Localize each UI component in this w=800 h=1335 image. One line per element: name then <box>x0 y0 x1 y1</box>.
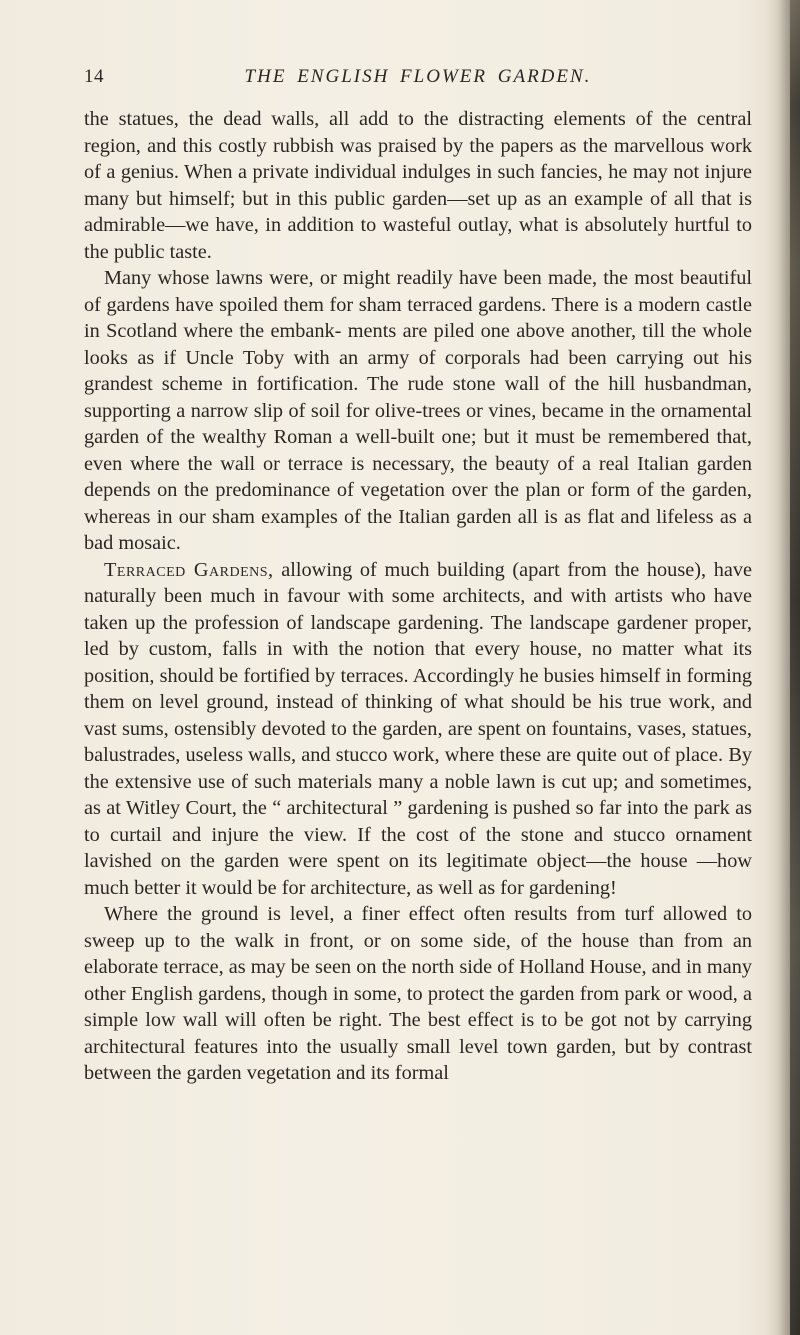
page-header <box>84 66 752 90</box>
body-text <box>84 106 752 1087</box>
paragraph-3 <box>84 557 752 902</box>
paragraph-1 <box>84 106 752 265</box>
page-number: 14 <box>84 66 104 87</box>
paragraph-4-text: Where the ground is level, a finer effect often results from turf allowed to sweep up to the walk in front, or on some side, of the house than from an elaborate terrace, as may be seen on the north side of Holland House, and in many other English gardens, though in some, to protect the garden from park or wood, a simple low wall will often be right. The best effect is to be got not by carrying architectural features into the usually small level town garden, but by contrast between the garden vegetation and its formal <box>84 903 752 1084</box>
paragraph-1-text: the statues, the dead walls, all add to the distracting elements of the central region, and this costly rubbish was praised by the papers as the marvellous work of a genius. When a private individual indulges in such fancies, he may not injure many but himself; but in this public garden—set up as an example of all that is admirable—we have, in addition to wasteful outlay, what is absolutely hurtful to the public taste. <box>84 108 752 263</box>
paragraph-3-lead: Terraced Gardens, <box>104 558 274 581</box>
paragraph-2 <box>84 265 752 557</box>
paragraph-4 <box>84 901 752 1087</box>
paragraph-2-text: Many whose lawns were, or might readily have been made, the most beautiful of gardens have spoiled them for sham terraced gardens. There is a modern castle in Scotland where the embank- ments are piled one above another, till the whole looks as if Uncle Toby with an army of corporals had been carrying out his grandest scheme in fortification. The rude stone wall of the hill husbandman, supporting a narrow slip of soil for olive-trees or vines, became in the ornamental garden of the wealthy Roman a well-built one; but it must be remembered that, even where the wall or terrace is necessary, the beauty of a real Italian garden depends on the predominance of vegetation over the plan or form of the garden, whereas in our sham examples of the Italian garden all is as flat and lifeless as a bad mosaic. <box>84 267 752 554</box>
running-title: THE ENGLISH FLOWER GARDEN. <box>244 66 592 87</box>
paragraph-3-text: allowing of much building (apart from the house), have naturally been much in favour with some architects, and with artists who have taken up the profession of landscape gardening. The landscape gardener proper, led by custom, falls in with the notion that every house, no matter what its position, should be fortified by terraces. Accordingly he busies himself in forming them on level ground, instead of thinking of what should be his true work, and vast sums, ostensibly devoted to the garden, are spent on fountains, vases, statues, balustrades, useless walls, and stucco work, where these are quite out of place. By the extensive use of such materials many a noble lawn is cut up; and sometimes, as at Witley Court, the “ architectural ” gardening is pushed so far into the park as to curtail and injure the view. If the cost of the stone and stucco ornament lavished on the garden were spent on its legitimate object—the house —how much better it would be for architecture, as well as for gardening! <box>84 558 752 899</box>
book-binding-edge <box>790 0 800 1335</box>
